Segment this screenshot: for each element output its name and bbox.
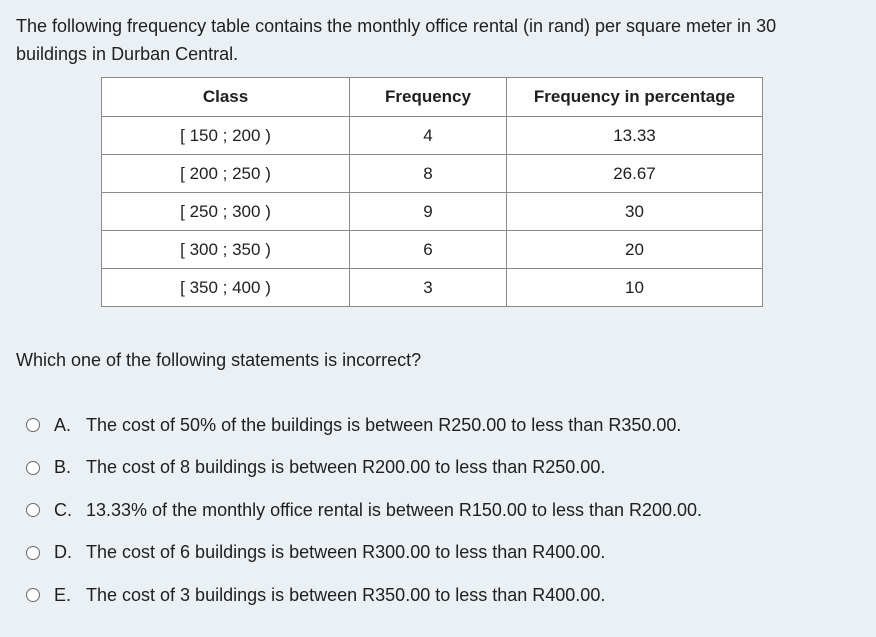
frequency-cell: 8 <box>350 155 507 193</box>
option-text[interactable]: The cost of 8 buildings is between R200.00 to less than R250.00. <box>86 457 606 478</box>
column-header-class: Class <box>102 78 350 117</box>
answer-options <box>26 404 702 617</box>
question-intro: The following frequency table contains the monthly office rental (in rand) per square meter in 30 buildings in Durban Central. <box>16 16 777 64</box>
frequency-cell: 6 <box>350 231 507 269</box>
option-text[interactable]: The cost of 3 buildings is between R350.00 to less than R400.00. <box>86 584 606 605</box>
option-b[interactable] <box>26 447 702 490</box>
class-cell: [ 350 ; 400 ) <box>102 269 350 307</box>
frequency-cell: 9 <box>350 193 507 231</box>
column-header-frequency: Frequency <box>350 78 507 117</box>
question-text: Which one of the following statements is incorrect? <box>16 350 422 370</box>
frequency-cell: 4 <box>350 117 507 155</box>
radio-button[interactable] <box>26 461 40 475</box>
class-cell: [ 200 ; 250 ) <box>102 155 350 193</box>
percentage-cell: 26.67 <box>507 155 763 193</box>
option-letter: B. <box>54 457 72 478</box>
radio-button[interactable] <box>26 588 40 602</box>
percentage-cell: 13.33 <box>507 117 763 155</box>
option-letter: C. <box>54 499 72 520</box>
option-c[interactable] <box>26 489 702 532</box>
option-letter: D. <box>54 542 72 563</box>
option-e[interactable] <box>26 574 702 617</box>
radio-button[interactable] <box>26 418 40 432</box>
option-letter: E. <box>54 584 72 605</box>
class-cell: [ 150 ; 200 ) <box>102 117 350 155</box>
class-cell: [ 300 ; 350 ) <box>102 231 350 269</box>
option-text[interactable]: The cost of 50% of the buildings is between R250.00 to less than R350.00. <box>86 414 682 435</box>
column-header-percentage: Frequency in percentage <box>507 78 763 117</box>
option-text[interactable]: The cost of 6 buildings is between R300.00 to less than R400.00. <box>86 542 606 563</box>
table-row <box>102 231 763 269</box>
table-row <box>102 117 763 155</box>
percentage-cell: 20 <box>507 231 763 269</box>
class-cell: [ 250 ; 300 ) <box>102 193 350 231</box>
frequency-cell: 3 <box>350 269 507 307</box>
table-header-row <box>102 78 763 117</box>
radio-button[interactable] <box>26 546 40 560</box>
percentage-cell: 30 <box>507 193 763 231</box>
table-row <box>102 193 763 231</box>
option-letter: A. <box>54 414 72 435</box>
percentage-cell: 10 <box>507 269 763 307</box>
table-row <box>102 155 763 193</box>
table-row <box>102 269 763 307</box>
option-d[interactable] <box>26 532 702 575</box>
frequency-table <box>101 77 763 307</box>
option-text[interactable]: 13.33% of the monthly office rental is between R150.00 to less than R200.00. <box>86 499 703 520</box>
option-a[interactable] <box>26 404 702 447</box>
radio-button[interactable] <box>26 503 40 517</box>
